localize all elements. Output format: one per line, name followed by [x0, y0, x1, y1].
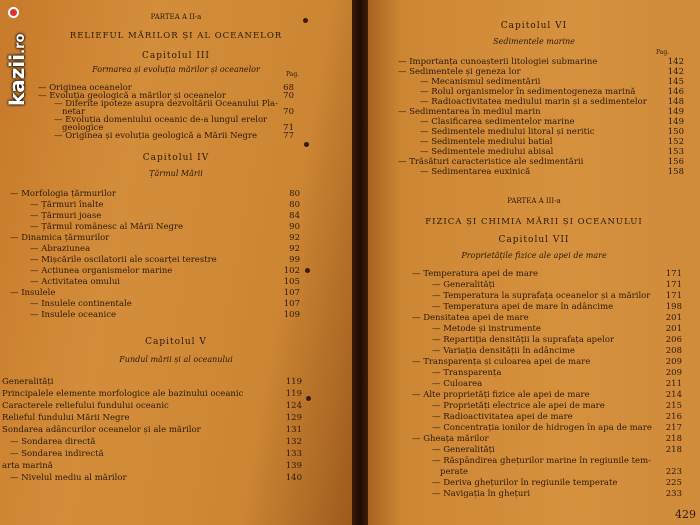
watermark-text — [5, 34, 29, 106]
toc-entry-page: 214 — [665, 390, 682, 400]
chapter-subtitle: Sedimentele marine — [493, 37, 575, 46]
toc-entry-text: — Transparența și culoarea apei de mare — [412, 357, 591, 367]
toc-entry-page: 92 — [289, 233, 300, 243]
watermark-tld: .ro — [13, 33, 28, 54]
toc-entry-text: — Originea și evoluția geologică a Mării Negre — [54, 131, 258, 141]
toc-entry-page: 70 — [283, 91, 294, 101]
toc-entry-text: — Repartiția densității la suprafața apelor — [432, 335, 615, 345]
toc-entry-text: — Sondarea directă — [10, 437, 96, 447]
toc-entry-page: 132 — [285, 437, 302, 447]
toc-entry-page: 152 — [667, 137, 684, 147]
toc-entry-text: Principalele elemente morfologice ale bazinului oceanic — [2, 389, 244, 399]
toc-entry-text: arta marină — [2, 461, 53, 471]
toc-entry-page: 218 — [665, 434, 682, 444]
toc-entry-text: — Sedimentarea euxinică — [420, 167, 531, 177]
toc-entry-text: — Temperatura la suprafața oceanelor și a mărilor — [432, 291, 651, 301]
toc-entry-page: 139 — [285, 461, 302, 471]
toc-entry-text: — Concentrația ionilor de hidrogen în apa de mare — [432, 423, 652, 433]
toc-entry-text: Relieful fundului Mării Negre — [2, 413, 130, 423]
toc-entry-text: — Temperatura apei de mare în adâncime — [432, 302, 614, 312]
watermark-main: kazii — [5, 53, 29, 106]
chapter-subtitle: Formarea și evoluția mărilor și oceanelor — [92, 65, 260, 74]
toc-entry-page: 92 — [289, 244, 300, 254]
toc-entry-text: — Răspândirea ghețurilor marine în regiunile tem- — [432, 456, 652, 466]
toc-entry-text: — Importanța cunoașterii litologiei submarine — [398, 57, 598, 67]
toc-list — [38, 84, 298, 144]
toc-entry-text: — Rolul organismelor în sedimentogeneza marină — [420, 87, 636, 97]
page-column-label: Pag. — [656, 49, 670, 56]
toc-entry-text: — Țărmul românesc al Mării Negre — [30, 222, 184, 232]
toc-entry-page: 148 — [667, 97, 684, 107]
toc-entry-text: — Mișcările oscilatorii ale scoarței terestre — [30, 255, 217, 265]
logo-dot-icon — [8, 7, 19, 18]
toc-entry-text: — Activitatea omului — [30, 277, 121, 287]
toc-entry-text: — Navigația în ghețuri — [432, 489, 531, 499]
chapter-subtitle: Țărmul Mării — [149, 169, 203, 178]
toc-entry-text: — Evoluția geologică a mărilor și oceanelor — [38, 91, 226, 101]
toc-entry-text: — Generalități — [432, 280, 495, 290]
toc-entry-page: 201 — [665, 324, 682, 334]
toc-entry-page: 84 — [289, 211, 300, 221]
toc-entry-text: — Proprietăți electrice ale apei de mare — [432, 401, 605, 411]
toc-entry-text: — Insulele continentale — [30, 299, 132, 309]
toc-entry-text: — Clasificarea sedimentelor marine — [420, 117, 575, 127]
toc-entry-page: 149 — [667, 117, 684, 127]
binding-hole — [304, 142, 309, 147]
toc-entry-text: — Evoluția domeniului oceanic de-a lungul erelor — [54, 115, 268, 125]
toc-entry-text: Caracterele reliefului fundului oceanic — [2, 401, 169, 411]
toc-entry-page: 90 — [289, 222, 300, 232]
toc-list — [2, 378, 312, 518]
okazii-watermark-logo — [3, 2, 27, 108]
toc-list — [398, 58, 698, 178]
toc-entry-page: 223 — [665, 467, 682, 477]
chapter-heading: Capitolul VI — [500, 21, 568, 31]
page-column-label: Pag. — [286, 71, 300, 78]
page-number: 429 — [675, 508, 696, 521]
toc-entry-text: — Mecanismul sedimentării — [420, 77, 541, 87]
toc-entry-text: — Sedimentele mediului litoral și neritic — [420, 127, 595, 137]
toc-entry-text: — Țărmuri joase — [30, 211, 102, 221]
toc-entry-page: 140 — [285, 473, 302, 483]
toc-entry-text: — Trăsături caracteristice ale sedimentării — [398, 157, 584, 167]
toc-entry-page: 209 — [665, 357, 682, 367]
toc-entry-page: 102 — [283, 266, 300, 276]
toc-entry-text: — Sedimentele mediului abisal — [420, 147, 554, 157]
toc-list — [412, 270, 700, 522]
toc-entry-text: — Morfologia țărmurilor — [10, 189, 116, 199]
toc-entry-text: — Temperatura apei de mare — [412, 269, 538, 279]
toc-entry-page: 71 — [283, 123, 294, 133]
toc-entry-page: 156 — [667, 157, 684, 167]
toc-entry-text: — Sedimentarea în mediul marin — [398, 107, 541, 117]
binding-hole — [306, 396, 311, 401]
toc-entry-text: — Radioactivitatea apei de mare — [432, 412, 573, 422]
toc-entry-page: 105 — [283, 277, 300, 287]
binding-hole — [305, 268, 310, 273]
toc-list — [10, 190, 310, 324]
toc-entry-page: 146 — [667, 87, 684, 97]
chapter-heading: Capitolul VII — [498, 235, 570, 245]
toc-entry-page: 198 — [665, 302, 682, 312]
toc-entry-page: 77 — [283, 131, 294, 141]
toc-entry-text: — Dinamica țărmurilor — [10, 233, 110, 243]
toc-entry-text: — Metode și instrumente — [432, 324, 541, 334]
book-gutter — [352, 0, 368, 525]
toc-entry-page: 70 — [283, 107, 294, 117]
toc-entry-text: — Generalități — [432, 445, 495, 455]
toc-entry-page: 149 — [667, 107, 684, 117]
toc-entry-text: — Insulele — [10, 288, 56, 298]
toc-entry-page: 124 — [285, 401, 302, 411]
toc-entry-text: — Deriva ghețurilor în regiunile temperate — [432, 478, 618, 488]
toc-entry-text: — Insulele oceanice — [30, 310, 117, 320]
toc-entry-page: 158 — [667, 167, 684, 177]
toc-entry-text: — Sedimentele și geneza lor — [398, 67, 521, 77]
toc-entry-page: 107 — [283, 288, 300, 298]
chapter-heading: Capitolul V — [145, 337, 207, 347]
toc-entry-page: 107 — [283, 299, 300, 309]
toc-entry-page: 142 — [667, 57, 684, 67]
right-page — [368, 0, 700, 525]
toc-entry-page: 119 — [285, 377, 302, 387]
toc-entry-text: geologice — [62, 123, 104, 133]
toc-entry-page: 133 — [285, 449, 302, 459]
toc-entry-text: — Densitatea apei de mare — [412, 313, 529, 323]
binding-hole — [303, 18, 308, 23]
toc-entry-page: 209 — [665, 368, 682, 378]
toc-entry-text: — Diferite ipoteze asupra dezvoltării Oceanului Pla- — [54, 99, 278, 109]
chapter-subtitle: Fundul mării și al oceanului — [119, 355, 233, 364]
toc-entry-text: — Sondarea indirectă — [10, 449, 104, 459]
toc-entry-page: 211 — [665, 379, 682, 389]
toc-entry-page: 216 — [665, 412, 682, 422]
toc-entry-page: 206 — [665, 335, 682, 345]
toc-entry-text: — Nivelul mediu al mărilor — [10, 473, 127, 483]
toc-entry-page: 131 — [285, 425, 302, 435]
toc-entry-text: — Radioactivitatea mediului marin și a sedimentelor — [420, 97, 647, 107]
chapter-heading: Capitolul IV — [142, 153, 210, 163]
chapter-heading: Capitolul III — [141, 51, 210, 61]
toc-entry-text: — Abraziunea — [30, 244, 91, 254]
toc-entry-page: 201 — [665, 313, 682, 323]
toc-entry-page: 68 — [283, 83, 294, 93]
toc-entry-page: 215 — [665, 401, 682, 411]
toc-entry-page: 150 — [667, 127, 684, 137]
toc-entry-page: 145 — [667, 77, 684, 87]
toc-entry-page: 225 — [665, 478, 682, 488]
toc-entry-page: 129 — [285, 413, 302, 423]
part-label: PARTEA A II-a — [150, 13, 202, 21]
toc-entry-text: — Variația densității în adâncime — [432, 346, 575, 356]
toc-entry-text: — Culoarea — [432, 379, 483, 389]
toc-entry-page: 171 — [665, 291, 682, 301]
toc-entry-page: 233 — [665, 489, 682, 499]
toc-entry-page: 171 — [665, 269, 682, 279]
part-label: PARTEA A III-a — [507, 197, 561, 205]
toc-entry-page: 109 — [283, 310, 300, 320]
toc-entry-page: 80 — [289, 189, 300, 199]
toc-entry-page: 218 — [665, 445, 682, 455]
toc-entry-page: 171 — [665, 280, 682, 290]
toc-entry-text: Generalități — [2, 377, 54, 387]
toc-entry-page: 217 — [665, 423, 682, 433]
toc-entry-text: perate — [440, 467, 469, 477]
toc-entry-page: 119 — [285, 389, 302, 399]
part-title: RELIEFUL MĂRILOR ȘI AL OCEANELOR — [69, 31, 283, 41]
toc-entry-text: — Alte proprietăți fizice ale apei de mare — [412, 390, 590, 400]
toc-entry-text: Sondarea adâncurilor oceanelor și ale mărilor — [2, 425, 201, 435]
toc-entry-text: — Gheața mărilor — [412, 434, 489, 444]
toc-entry-text: — Sedimentele mediului batial — [420, 137, 553, 147]
part-title: FIZICA ȘI CHIMIA MĂRII ȘI OCEANULUI — [425, 217, 643, 227]
toc-entry-text: — Transparența — [432, 368, 502, 378]
toc-entry-page: 80 — [289, 200, 300, 210]
toc-entry-text: — Acțiunea organismelor marine — [30, 266, 173, 276]
toc-entry-text: — Originea oceanelor — [38, 83, 132, 93]
toc-entry-text: netar — [62, 107, 86, 117]
toc-entry-page: 208 — [665, 346, 682, 356]
chapter-subtitle: Proprietățile fizice ale apei de mare — [461, 251, 607, 260]
toc-entry-page: 99 — [289, 255, 300, 265]
toc-entry-text: — Țărmuri înalte — [30, 200, 104, 210]
toc-entry-page: 153 — [667, 147, 684, 157]
toc-entry-page: 142 — [667, 67, 684, 77]
